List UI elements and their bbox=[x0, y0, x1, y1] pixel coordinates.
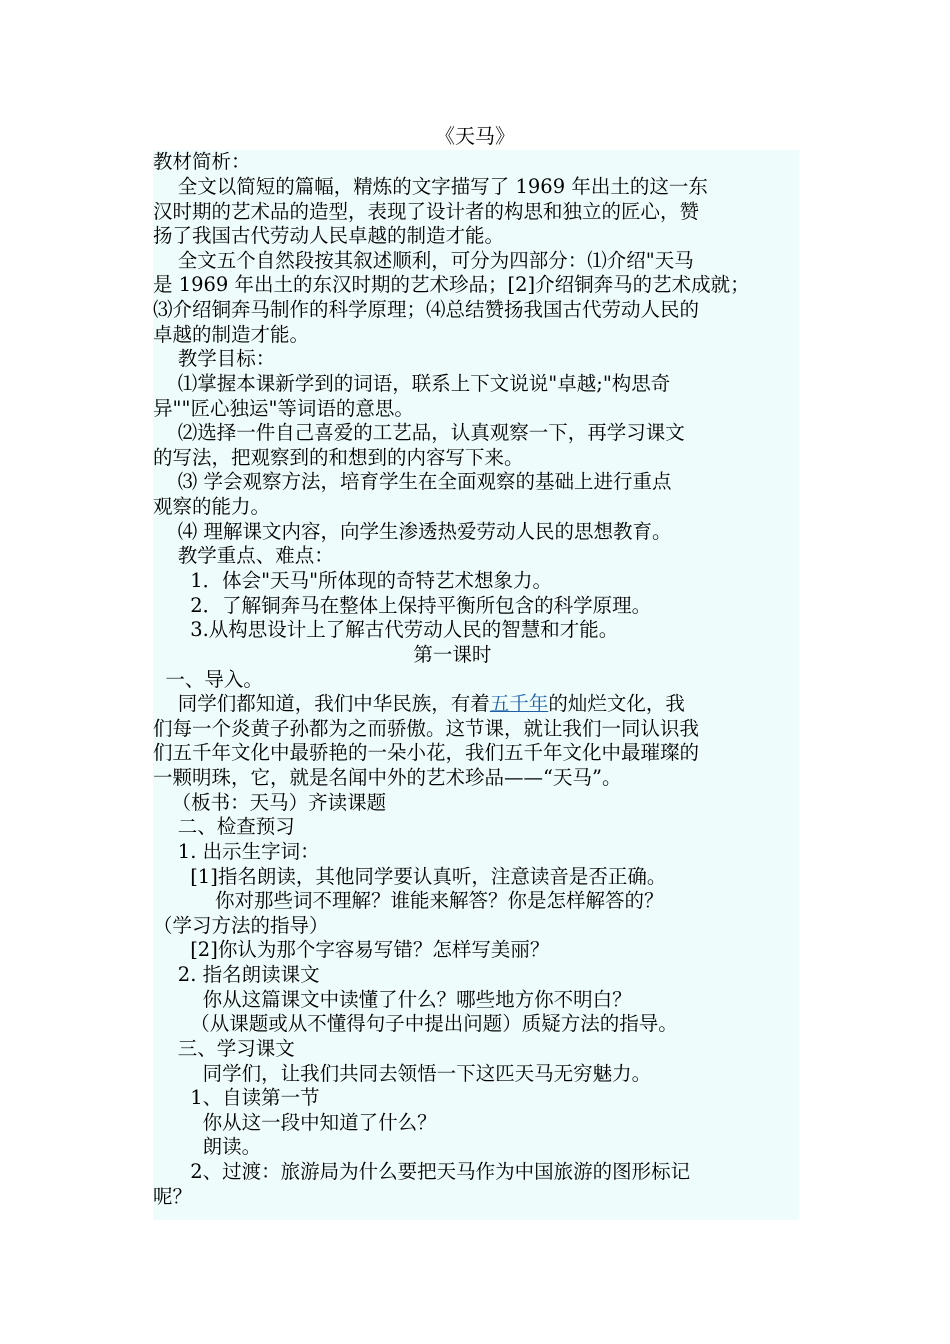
text-line: 你对那些词不理解？谁能来解答？你是怎样解答的？ bbox=[153, 889, 664, 912]
text-line: （板书：天马）齐读课题 bbox=[153, 791, 387, 814]
document-title: 《天马》 bbox=[435, 124, 515, 148]
text-line: 教材简析： bbox=[153, 150, 251, 173]
text-line: 们每一个炎黄子孙都为之而骄傲。这节课，就让我们一同认识我 bbox=[153, 717, 700, 740]
text-line: 一颗明珠，它，就是名闻中外的艺术珍品——“天马”。 bbox=[153, 766, 622, 789]
text-line-with-link bbox=[153, 692, 685, 717]
text-line: 二、检查预习 bbox=[153, 815, 295, 838]
text-line: 2. 指名朗读课文 bbox=[153, 963, 320, 986]
text-segment: 同学们都知道，我们中华民族，有着 bbox=[153, 692, 490, 715]
text-line: ⑷ 理解课文内容，向学生渗透热爱劳动人民的思想教育。 bbox=[153, 520, 672, 543]
text-line: [1]指名朗读，其他同学要认真听，注意读音是否正确。 bbox=[153, 865, 667, 888]
wuqiannian-link[interactable]: 五千年 bbox=[489, 692, 549, 715]
text-line: 全文以简短的篇幅，精炼的文字描写了 1969 年出土的这一东 bbox=[153, 175, 708, 198]
text-line: 是 1969 年出土的东汉时期的艺术珍品；[2]介绍铜奔马的艺术成就； bbox=[153, 273, 750, 296]
text-line: （从课题或从不懂得句子中提出问题）质疑方法的指导。 bbox=[153, 1012, 678, 1035]
text-segment: 的灿烂文化，我 bbox=[548, 692, 685, 715]
text-line: 的写法，把观察到的和想到的内容写下来。 bbox=[153, 446, 524, 469]
text-line: 1. 出示生字词： bbox=[153, 840, 320, 863]
text-line: ⑴掌握本课新学到的词语，联系上下文说说"卓越;"构思奇 bbox=[153, 372, 671, 395]
text-line: ⑶介绍铜奔马制作的科学原理；⑷总结赞扬我国古代劳动人民的 bbox=[153, 298, 700, 321]
text-line: 扬了我国古代劳动人民卓越的制造才能。 bbox=[153, 224, 505, 247]
text-line: 异""匠心独运"等词语的意思。 bbox=[153, 397, 414, 420]
text-line: [2]你认为那个字容易写错？怎样写美丽？ bbox=[153, 938, 550, 961]
text-line: ⑵选择一件自己喜爱的工艺品，认真观察一下，再学习课文 bbox=[153, 421, 685, 444]
text-line: 观察的能力。 bbox=[153, 495, 271, 518]
text-line: 2、过渡：旅游局为什么要把天马作为中国旅游的图形标记 bbox=[153, 1160, 691, 1183]
text-line: 教学重点、难点： bbox=[153, 544, 334, 567]
text-line: 你从这篇课文中读懂了什么？哪些地方你不明白？ bbox=[153, 988, 632, 1011]
text-line: 汉时期的艺术品的造型，表现了设计者的构思和独立的匠心，赞 bbox=[153, 200, 700, 223]
text-line: 卓越的制造才能。 bbox=[153, 323, 310, 346]
text-line: 1．体会"天马"所体现的奇特艺术想象力。 bbox=[153, 569, 553, 592]
text-line: 全文五个自然段按其叙述顺利，可分为四部分：⑴介绍"天马 bbox=[153, 249, 694, 272]
text-line: 三、学习课文 bbox=[153, 1037, 295, 1060]
text-line: ⑶ 学会观察方法，培育学生在全面观察的基础上进行重点 bbox=[153, 470, 672, 493]
text-line: 你从这一段中知道了什么？ bbox=[153, 1111, 437, 1134]
text-line: 同学们，让我们共同去领悟一下这匹天马无穷魅力。 bbox=[153, 1062, 652, 1085]
text-line: 们五千年文化中最骄艳的一朵小花，我们五千年文化中最璀璨的 bbox=[153, 741, 700, 764]
text-line: （学习方法的指导） bbox=[153, 914, 329, 937]
text-line: 2．了解铜奔马在整体上保持平衡所包含的科学原理。 bbox=[153, 594, 652, 617]
text-line: 3.从构思设计上了解古代劳动人民的智慧和才能。 bbox=[153, 618, 619, 641]
text-line: 一、导入。 bbox=[153, 668, 263, 691]
text-line: 第一课时 bbox=[153, 643, 492, 666]
text-line: 呢？ bbox=[153, 1185, 193, 1208]
text-line: 教学目标： bbox=[153, 347, 276, 370]
text-line: 1、自读第一节 bbox=[153, 1086, 320, 1109]
text-line: 朗读。 bbox=[153, 1135, 262, 1158]
